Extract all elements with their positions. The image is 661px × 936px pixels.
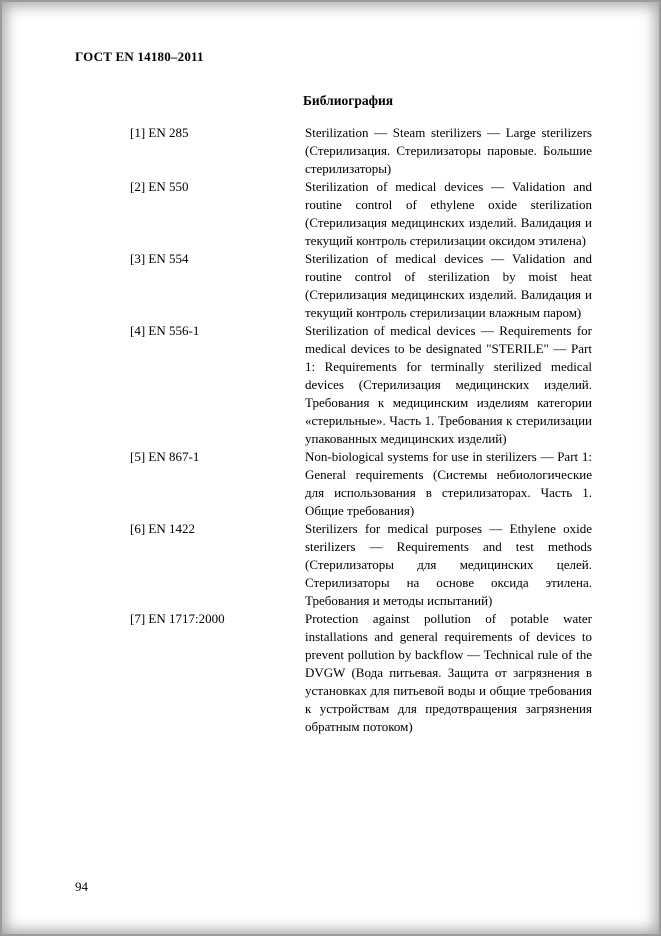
entry-reference: [2] EN 550 <box>130 179 189 194</box>
entry-reference: [3] EN 554 <box>130 251 189 266</box>
bibliography-entry <box>75 322 592 448</box>
entry-reference: [6] EN 1422 <box>130 521 195 536</box>
bibliography-entry <box>75 250 592 322</box>
entry-description: Sterilizers for medical purposes — Ethylene oxide sterilizers — Requirements and test methods (Стерилизаторы для медицинских целей. Стерилизаторы на основе оксида этилена. Требования и методы испытаний) <box>305 521 592 608</box>
entry-reference: [7] EN 1717:2000 <box>130 611 225 626</box>
entry-description: Non-biological systems for use in sterilizers — Part 1: General requirements (Системы небиологические для использования в стерилизаторах. Часть 1. Общие требования) <box>305 449 592 518</box>
bibliography-entry <box>75 124 592 178</box>
bibliography-entry <box>75 520 592 610</box>
entry-description: Sterilization — Steam sterilizers — Large sterilizers (Стерилизация. Стерилизаторы паровые. Большие стерилизаторы) <box>305 125 592 176</box>
entry-reference: [5] EN 867-1 <box>130 449 200 464</box>
entry-description: Protection against pollution of potable water installations and general requirements of devices to prevent pollution by backflow — Technical rule of the DVGW (Вода питьевая. Защита от загрязнения в установках для питьевой воды и общие требования к устройствам для предотвращения загрязнения обратным потоком) <box>305 611 592 734</box>
page-number: 94 <box>75 879 88 894</box>
entry-reference: [1] EN 285 <box>130 125 189 140</box>
entry-description: Sterilization of medical devices — Validation and routine control of ethylene oxide sterilization (Стерилизация медицинских изделий. Валидация и текущий контроль стерилизации оксидом этилена) <box>305 179 592 248</box>
bibliography-title: Библиография <box>303 93 394 108</box>
entry-description: Sterilization of medical devices — Validation and routine control of sterilization by moist heat (Стерилизация медицинских изделий. Валидация и текущий контроль стерилизации влажным паром) <box>305 251 592 320</box>
entry-reference: [4] EN 556-1 <box>130 323 200 338</box>
bibliography-list <box>75 124 592 736</box>
bibliography-entry <box>75 448 592 520</box>
bibliography-entry <box>75 610 592 736</box>
bibliography-entry <box>75 178 592 250</box>
page-content <box>75 48 592 736</box>
standard-designation: ГОСТ EN 14180–2011 <box>75 49 204 64</box>
entry-description: Sterilization of medical devices — Requirements for medical devices to be designated "STERILE" — Part 1: Requirements for terminally sterilized medical devices (Стерилизация медицинских изделий. Требования к медицинским изделиям категории «стерильные». Часть 1. Требования к стерилизации упакованных медицинских изделий) <box>305 323 592 446</box>
